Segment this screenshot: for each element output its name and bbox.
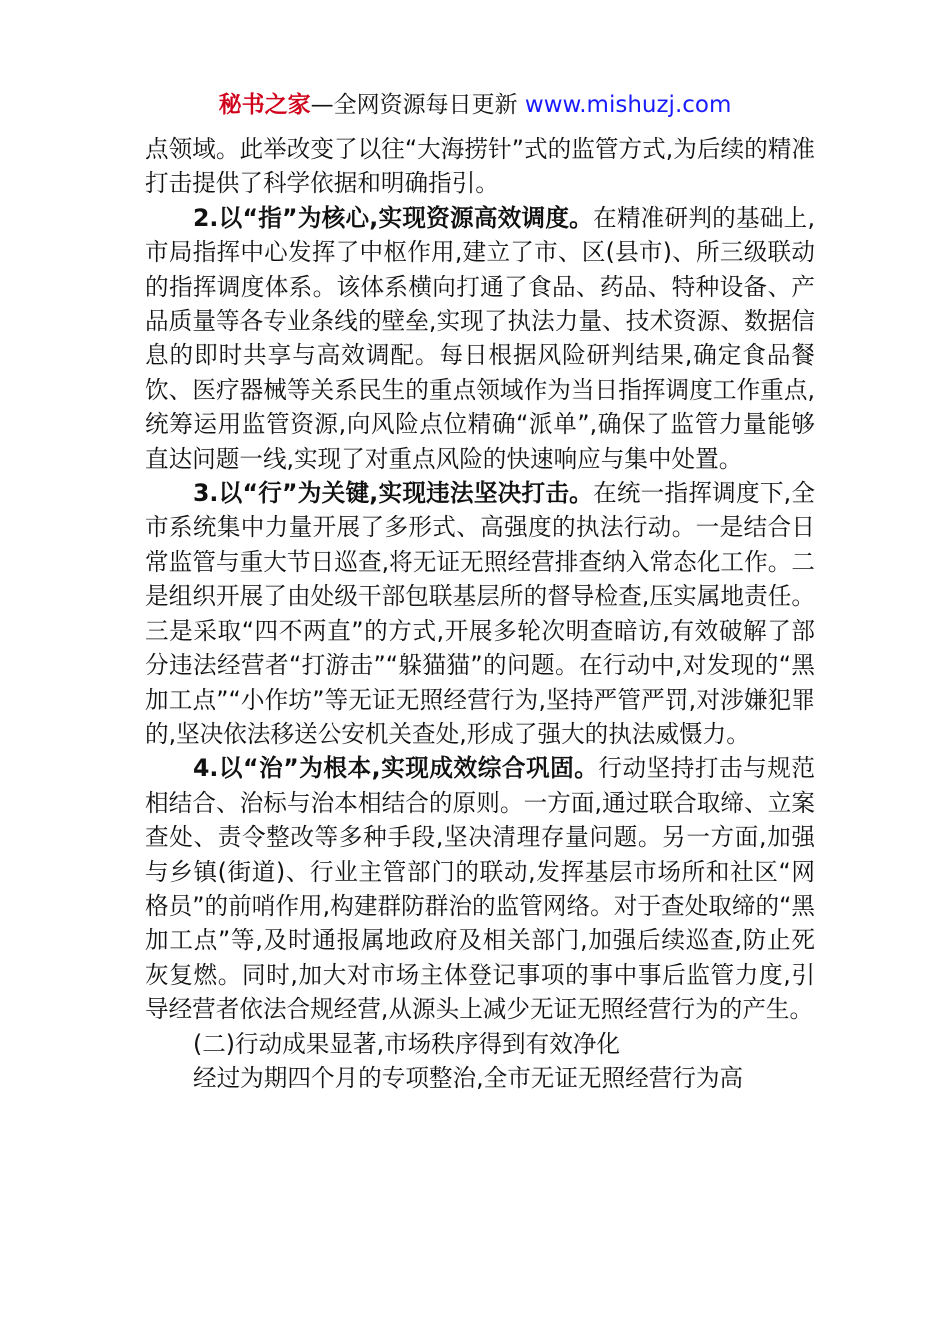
paragraph-continuation: [145, 132, 815, 201]
paragraph-text: 点领域。此举改变了以往“大海捞针”式的监管方式,为后续的精准打击提供了科学依据和明确指引。: [145, 135, 815, 198]
paragraph-lead: 2.以“指”为核心,实现资源高效调度。: [193, 203, 593, 232]
paragraph-lead: 3.以“行”为关键,实现违法坚决打击。: [193, 479, 593, 508]
paragraph-text: 行动坚持打击与规范相结合、治标与治本相结合的原则。一方面,通过联合取缔、立案查处、责令整改等多种手段,坚决清理存量问题。另一方面,加强与乡镇(街道)、行业主管部门的联动,发挥基层市场所和社区“网格员”的前哨作用,构建群防群治的监管网络。对于查处取缔的“黑加工点”等,及时通报属地政府及相关部门,加强后续巡查,防止死灰复燃。同时,加大对市场主体登记事项的事中事后监管力度,引导经营者依法合规经营,从源头上减少无证无照经营行为的产生。: [145, 754, 816, 1024]
paragraph-item-4: [145, 751, 815, 1026]
paragraph-section-start: [145, 1061, 815, 1095]
paragraph-lead: 4.以“治”为根本,实现成效综合巩固。: [193, 754, 599, 783]
section-heading-text: (二)行动成果显著,市场秩序得到有效净化: [193, 1029, 621, 1058]
paragraph-item-2: [145, 201, 815, 476]
site-url-link[interactable]: www.mishuzj.com: [524, 92, 732, 118]
paragraph-text: 经过为期四个月的专项整治,全市无证无照经营行为高: [193, 1063, 744, 1092]
document-body: [145, 132, 815, 1095]
site-brand: 秘书之家: [218, 92, 311, 118]
site-slogan: —全网资源每日更新: [310, 92, 518, 118]
paragraph-item-3: [145, 476, 815, 751]
site-header: [0, 88, 950, 122]
paragraph-text: 在精准研判的基础上,市局指挥中心发挥了中枢作用,建立了市、区(县市)、所三级联动的指挥调度体系。该体系横向打通了食品、药品、特种设备、产品质量等各专业条线的壁垒,实现了执法力量、技术资源、数据信息的即时共享与高效调配。每日根据风险研判结果,确定食品餐饮、医疗器械等关系民生的重点领域作为当日指挥调度工作重点,统筹运用监管资源,向风险点位精确“派单”,确保了监管力量能够直达问题一线,实现了对重点风险的快速响应与集中处置。: [145, 203, 816, 473]
section-heading: [145, 1027, 815, 1061]
paragraph-text: 在统一指挥调度下,全市系统集中力量开展了多形式、高强度的执法行动。一是结合日常监管与重大节日巡查,将无证无照经营排查纳入常态化工作。二是组织开展了由处级干部包联基层所的督导检查,压实属地责任。三是采取“四不两直”的方式,开展多轮次明查暗访,有效破解了部分违法经营者“打游击”“躲猫猫”的问题。在行动中,对发现的“黑加工点”“小作坊”等无证无照经营行为,坚持严管严罚,对涉嫌犯罪的,坚决依法移送公安机关查处,形成了强大的执法威慑力。: [145, 479, 816, 748]
